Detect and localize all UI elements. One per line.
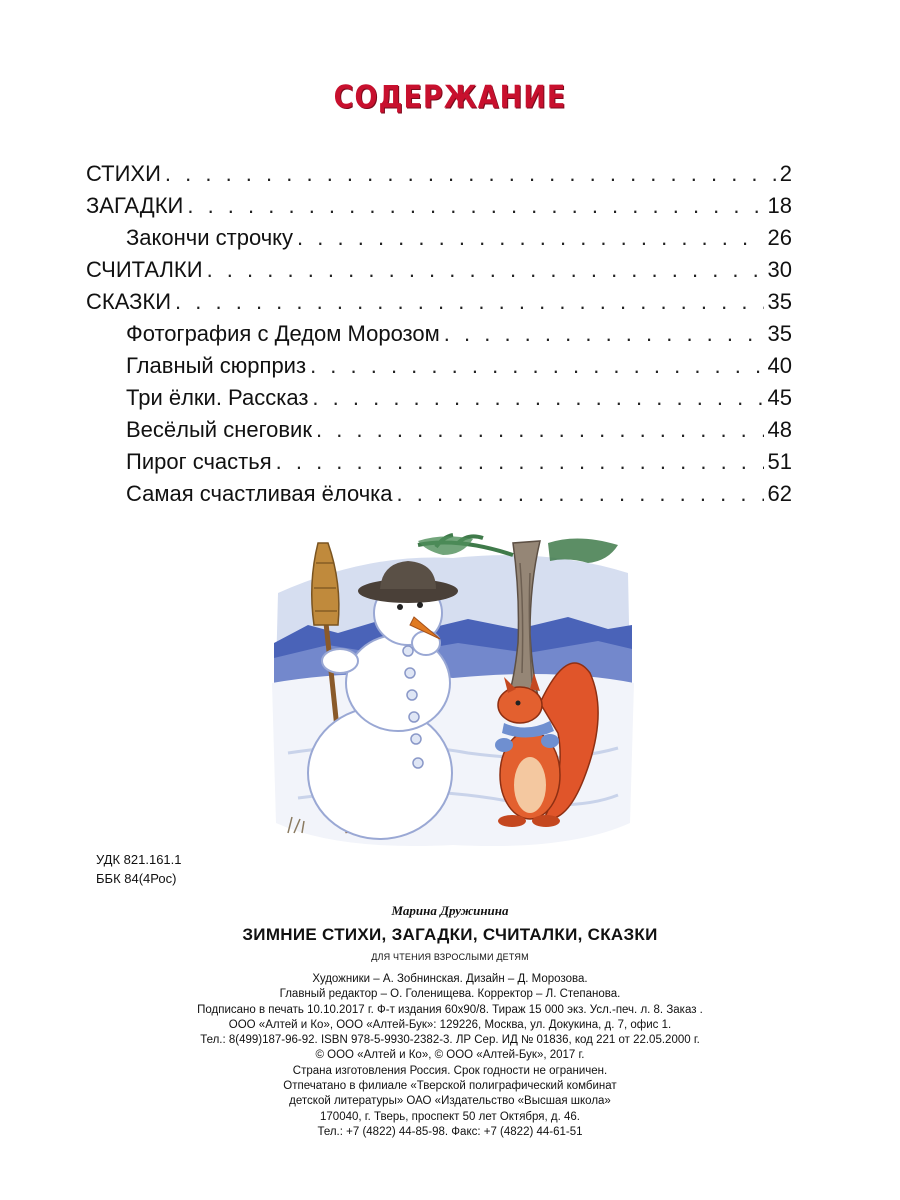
- credit-line: Подписано в печать 10.10.2017 г. Ф-т издания 60х90/8. Тираж 15 000 экз. Усл.-печ. л. 8. Заказ .: [197, 1003, 703, 1016]
- toc-entry-label: Самая счастливая ёлочка: [126, 481, 393, 506]
- toc-entry: [86, 222, 792, 254]
- toc-leader-dots: [316, 414, 764, 446]
- snowman-arm-right: [412, 631, 440, 655]
- toc-entry-page: 35: [767, 289, 792, 314]
- toc-entry-page: 2: [779, 161, 792, 186]
- toc-entry-label: ЗАГАДКИ: [86, 193, 184, 218]
- toc-leader-dots: [187, 190, 763, 222]
- toc-leader-dots: [207, 254, 764, 286]
- classification-codes: [96, 850, 182, 888]
- toc-entry: [86, 414, 792, 446]
- toc-entry-label: Фотография с Дедом Морозом: [126, 321, 440, 346]
- toc-entry-label: Весёлый снеговик: [126, 417, 312, 442]
- credit-line: © ООО «Алтей и Ко», © ООО «Алтей-Бук», 2017 г.: [315, 1049, 585, 1062]
- toc-entry: [86, 478, 792, 510]
- snowman-and-squirrel-illustration-icon: [268, 533, 638, 853]
- toc-leader-dots: [397, 478, 764, 510]
- credit-line: Тел.: 8(499)187-96-92. ISBN 978-5-9930-2382-3. ЛР Сер. ИД № 01836, код 221 от 22.05.2000 г.: [200, 1034, 700, 1047]
- toc-entry-page: 40: [767, 353, 792, 378]
- toc-leader-dots: [297, 222, 763, 254]
- udk-code: УДК 821.161.1: [96, 852, 182, 867]
- imprint-block: [0, 900, 900, 1140]
- credit-line: 170040, г. Тверь, проспект 50 лет Октября, д. 46.: [320, 1110, 580, 1123]
- toc-entry-page: 51: [767, 449, 792, 474]
- bbk-code: ББК 84(4Рос): [96, 871, 177, 886]
- toc-entry: [86, 158, 792, 190]
- author-name: Марина Дружинина: [391, 903, 509, 918]
- toc-entry-label: СТИХИ: [86, 161, 161, 186]
- toc-entry: [86, 446, 792, 478]
- toc-leader-dots: [312, 382, 763, 414]
- credits: [0, 972, 900, 1140]
- toc-entry-page: 48: [767, 417, 792, 442]
- squirrel-head: [498, 687, 542, 723]
- toc-leader-dots: [175, 286, 763, 318]
- toc-entry-page: 30: [767, 257, 792, 282]
- toc-entry-label: СЧИТАЛКИ: [86, 257, 203, 282]
- credit-line: ООО «Алтей и Ко», ООО «Алтей-Бук»: 129226, Москва, ул. Докукина, д. 7, офис 1.: [228, 1018, 672, 1031]
- toc-entry-label: Главный сюрприз: [126, 353, 307, 378]
- credit-line: Художники – А. Зобнинская. Дизайн – Д. Морозова.: [312, 973, 588, 985]
- toc-entry: [86, 286, 792, 318]
- toc-entry: [86, 318, 792, 350]
- snowman-arm-left: [322, 649, 358, 673]
- toc-entry: [86, 350, 792, 382]
- toc-entry-page: 35: [767, 321, 792, 346]
- toc-entry-page: 26: [767, 225, 792, 250]
- toc-entry: [86, 190, 792, 222]
- toc-entry-page: 62: [767, 481, 792, 506]
- credit-line: Главный редактор – О. Голенищева. Корректор – Л. Степанова.: [279, 988, 621, 1001]
- toc-leader-dots: [310, 350, 763, 382]
- toc-entry: [86, 382, 792, 414]
- toc-entry: [86, 254, 792, 286]
- credit-line: Отпечатано в филиале «Тверской полиграфический комбинат: [283, 1080, 617, 1093]
- book-title: ЗИМНИЕ СТИХИ, ЗАГАДКИ, СЧИТАЛКИ, СКАЗКИ: [242, 925, 658, 944]
- toc-leader-dots: [444, 318, 764, 350]
- credit-line: детской литературы» ОАО «Издательство «Высшая школа»: [289, 1095, 611, 1108]
- toc-entry-label: Три ёлки. Рассказ: [126, 385, 309, 410]
- broom-bristles: [312, 543, 339, 625]
- age-note: ДЛЯ ЧТЕНИЯ ВЗРОСЛЫМИ ДЕТЯМ: [371, 952, 529, 962]
- toc-entry-page: 18: [767, 193, 792, 218]
- toc-entry-page: 45: [767, 385, 792, 410]
- page-title: СОДЕРЖАНИЕ: [333, 79, 567, 116]
- toc-leader-dots: [276, 446, 764, 478]
- credit-line: Страна изготовления Россия. Срок годности не ограничен.: [292, 1064, 608, 1077]
- toc-entry-label: Пирог счастья: [126, 449, 272, 474]
- toc-leader-dots: [165, 158, 776, 190]
- toc-entry-label: Закончи строчку: [126, 225, 294, 250]
- credit-line: Тел.: +7 (4822) 44-85-98. Факс: +7 (4822) 44-61-51: [317, 1125, 583, 1138]
- table-of-contents: [86, 158, 792, 510]
- toc-entry-label: СКАЗКИ: [86, 289, 172, 314]
